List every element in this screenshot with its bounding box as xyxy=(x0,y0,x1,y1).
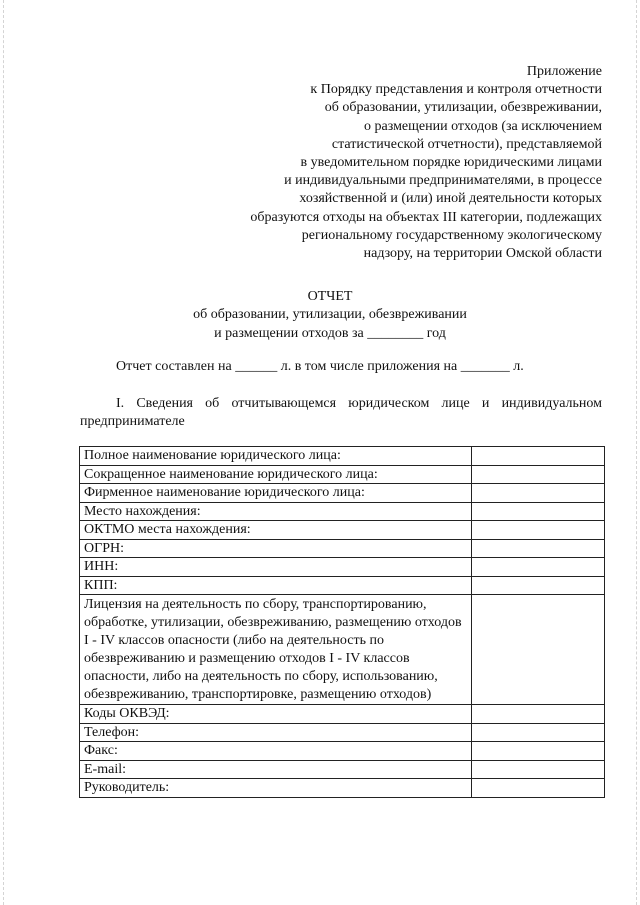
table-row xyxy=(80,484,605,503)
table-row xyxy=(80,705,605,724)
annex-line: хозяйственной и (или) иной деятельности которых xyxy=(299,191,602,207)
row-value-cell xyxy=(472,779,605,798)
row-label: Полное наименование юридического лица: xyxy=(80,447,472,466)
annex-line: Приложение xyxy=(526,64,602,79)
annex-line: об образовании, утилизации, обезвреживании, xyxy=(324,100,602,116)
report-subtitle: об образовании, утилизации, обезвреживании xyxy=(193,307,467,323)
annex-line: о размещении отходов (за исключением xyxy=(364,118,602,134)
report-year-line: и размещении отходов за ________ год xyxy=(214,325,446,341)
page-right-edge xyxy=(636,0,637,905)
row-value-cell xyxy=(472,484,605,503)
annex-header xyxy=(202,63,602,263)
row-label: Руководитель: xyxy=(80,779,472,798)
table-row xyxy=(80,447,605,466)
row-label: Место нахождения: xyxy=(80,502,472,521)
table-row xyxy=(80,465,605,484)
row-label: Фирменное наименование юридического лица: xyxy=(80,484,472,503)
pages-count-line: Отчет составлен на ______ л. в том числе приложения на _______ л. xyxy=(116,359,524,374)
row-value-cell xyxy=(472,558,605,577)
row-value-cell xyxy=(472,502,605,521)
row-label: КПП: xyxy=(80,576,472,595)
table-row xyxy=(80,558,605,577)
row-label: E-mail: xyxy=(80,760,472,779)
table-row xyxy=(80,502,605,521)
annex-line: региональному государственному экологическому xyxy=(301,227,602,243)
row-label: ОКТМО места нахождения: xyxy=(80,521,472,540)
annex-line: статистической отчетности), представляемой xyxy=(331,136,602,152)
row-value-cell xyxy=(472,760,605,779)
section-heading xyxy=(80,395,602,431)
row-value-cell xyxy=(472,521,605,540)
row-label-license: Лицензия на деятельность по сбору, транспортированию, обработке, утилизации, обезвреживанию, размещению отходов I - IV классов опасности (либо на деятельность по обезвреживанию и размещению отходов I - IV классов опасности, либо на деятельность по сбору, использованию, обезвреживанию, транспортировке, размещению отходов) xyxy=(80,595,472,705)
annex-line: в уведомительном порядке юридическими лицами xyxy=(300,155,602,171)
row-value-cell xyxy=(472,465,605,484)
row-label: ИНН: xyxy=(80,558,472,577)
row-label: Телефон: xyxy=(80,723,472,742)
entity-info-table xyxy=(79,446,605,798)
section-heading-text: I. Сведения об отчитывающемся юридическом лице и индивидуальном предпринимателе xyxy=(80,396,602,429)
page-left-edge xyxy=(3,0,4,905)
row-value-cell xyxy=(472,447,605,466)
annex-line: и индивидуальными предпринимателями, в процессе xyxy=(284,173,602,189)
table-row xyxy=(80,539,605,558)
row-label: Факс: xyxy=(80,742,472,761)
row-value-cell xyxy=(472,705,605,724)
table-row xyxy=(80,760,605,779)
table-row xyxy=(80,576,605,595)
table-row xyxy=(80,521,605,540)
report-title-block xyxy=(0,288,640,343)
row-value-cell xyxy=(472,723,605,742)
table-row xyxy=(80,742,605,761)
table-row xyxy=(80,723,605,742)
annex-line: образуются отходы на объектах III категории, подлежащих xyxy=(250,209,602,225)
row-label: Коды ОКВЭД: xyxy=(80,705,472,724)
table-row xyxy=(80,779,605,798)
row-value-cell xyxy=(472,742,605,761)
row-value-cell xyxy=(472,576,605,595)
row-label: ОГРН: xyxy=(80,539,472,558)
row-label: Сокращенное наименование юридического лица: xyxy=(80,465,472,484)
table-row xyxy=(80,595,605,705)
report-title: ОТЧЕТ xyxy=(307,289,353,304)
annex-line: к Порядку представления и контроля отчетности xyxy=(310,82,602,98)
annex-line: надзору, на территории Омской области xyxy=(363,246,602,262)
row-value-cell xyxy=(472,539,605,558)
row-value-cell xyxy=(472,595,605,705)
